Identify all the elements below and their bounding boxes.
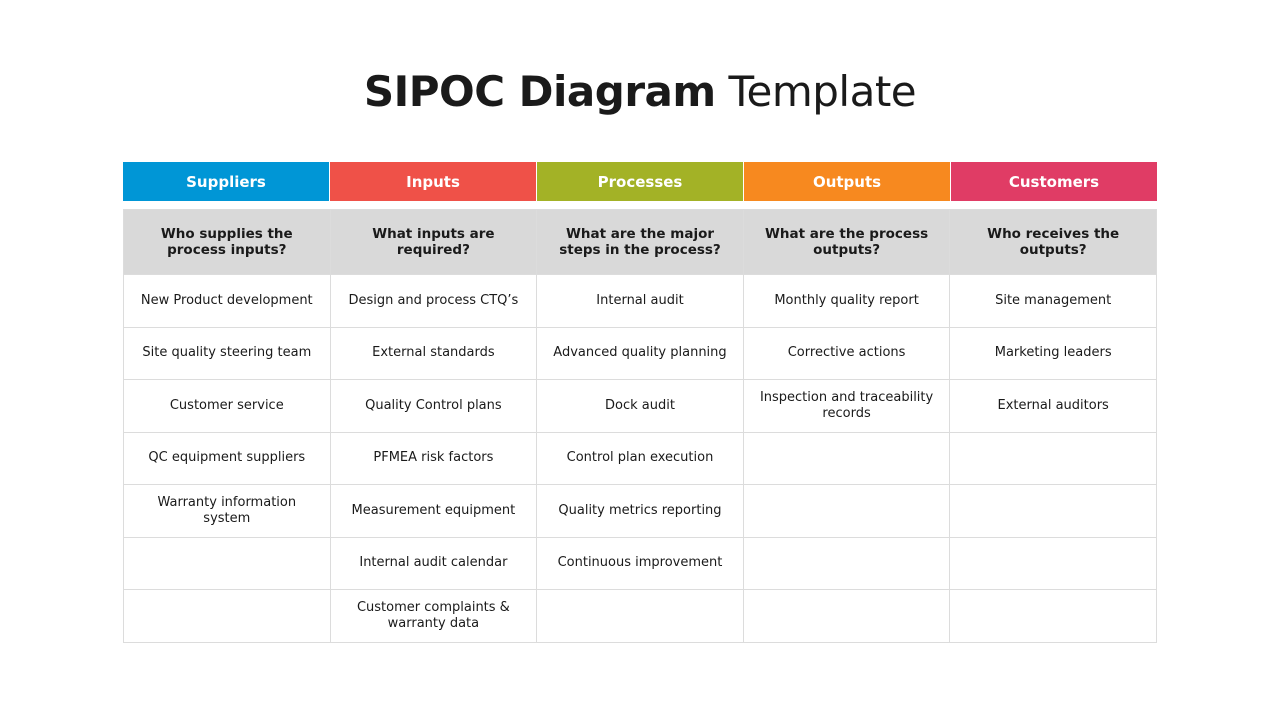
header-inputs: Inputs — [329, 162, 536, 201]
header-processes: Processes — [536, 162, 743, 201]
table-cell: Continuous improvement — [537, 537, 743, 590]
question-inputs: What inputs are required? — [331, 210, 537, 274]
sipoc-header-row — [123, 162, 1157, 201]
question-outputs: What are the process outputs? — [744, 210, 950, 274]
table-cell — [744, 589, 950, 642]
table-cell: Site management — [950, 274, 1156, 327]
table-cell — [950, 432, 1156, 485]
table-cell: New Product development — [124, 274, 330, 327]
column-outputs — [743, 210, 950, 642]
table-cell — [950, 484, 1156, 537]
table-cell: Marketing leaders — [950, 327, 1156, 380]
table-cell — [950, 537, 1156, 590]
table-cell: External standards — [331, 327, 537, 380]
page-title — [0, 64, 1280, 120]
table-cell: External auditors — [950, 379, 1156, 432]
column-suppliers — [124, 210, 330, 642]
table-cell: Measurement equipment — [331, 484, 537, 537]
table-cell: Design and process CTQ’s — [331, 274, 537, 327]
table-cell: Quality metrics reporting — [537, 484, 743, 537]
table-cell: Quality Control plans — [331, 379, 537, 432]
question-customers: Who receives the outputs? — [950, 210, 1156, 274]
column-customers — [949, 210, 1156, 642]
table-cell: Customer complaints & warranty data — [331, 589, 537, 642]
table-cell: Control plan execution — [537, 432, 743, 485]
column-inputs — [330, 210, 537, 642]
table-cell — [124, 589, 330, 642]
table-cell — [124, 537, 330, 590]
table-cell: Monthly quality report — [744, 274, 950, 327]
header-customers: Customers — [950, 162, 1157, 201]
table-cell — [744, 432, 950, 485]
table-cell — [744, 484, 950, 537]
column-processes — [536, 210, 743, 642]
header-outputs: Outputs — [743, 162, 950, 201]
page-title-bold: SIPOC Diagram — [363, 67, 716, 116]
table-cell: Site quality steering team — [124, 327, 330, 380]
table-cell: Internal audit — [537, 274, 743, 327]
table-cell: Customer service — [124, 379, 330, 432]
table-cell — [744, 537, 950, 590]
table-cell: PFMEA risk factors — [331, 432, 537, 485]
table-cell: Dock audit — [537, 379, 743, 432]
table-cell: Internal audit calendar — [331, 537, 537, 590]
table-cell — [537, 589, 743, 642]
sipoc-table — [123, 209, 1157, 643]
table-cell: Warranty information system — [124, 484, 330, 537]
table-cell: QC equipment suppliers — [124, 432, 330, 485]
page-title-light: Template — [728, 67, 917, 116]
table-cell: Inspection and traceability records — [744, 379, 950, 432]
question-suppliers: Who supplies the process inputs? — [124, 210, 330, 274]
table-cell: Corrective actions — [744, 327, 950, 380]
header-suppliers: Suppliers — [123, 162, 329, 201]
table-cell — [950, 589, 1156, 642]
table-cell: Advanced quality planning — [537, 327, 743, 380]
question-processes: What are the major steps in the process? — [537, 210, 743, 274]
